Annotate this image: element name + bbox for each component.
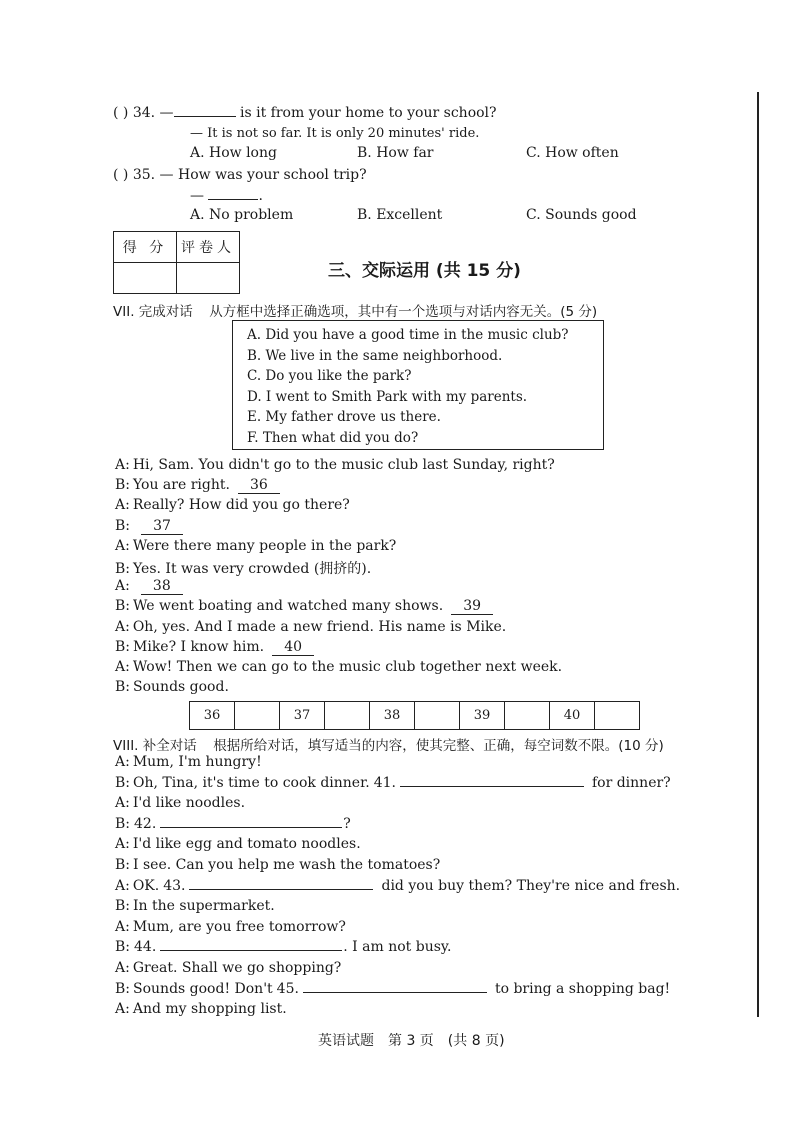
dialogue-line bbox=[115, 816, 351, 832]
option-34-c: C. How often bbox=[526, 145, 619, 161]
dialogue-text: And my shopping list. bbox=[132, 1001, 287, 1018]
dialogue-text: Yes. It was very crowded (拥挤的). bbox=[133, 561, 372, 577]
blank-number: 44. bbox=[134, 939, 157, 956]
dialogue-text: Great. Shall we go shopping? bbox=[132, 960, 342, 976]
dialogue-text: Oh, yes. And I made a new friend. His name is Mike. bbox=[132, 618, 507, 635]
speaker-label: B: bbox=[115, 638, 131, 655]
score-label: 得 分 bbox=[114, 232, 177, 263]
score-field[interactable] bbox=[114, 263, 177, 294]
dialogue-line bbox=[115, 679, 229, 695]
speaker-label: A: bbox=[115, 754, 130, 770]
answer-cell-37[interactable] bbox=[325, 702, 370, 730]
speaker-label: A: bbox=[115, 457, 130, 473]
dialogue-line bbox=[115, 898, 275, 914]
speaker-label: A: bbox=[115, 836, 130, 853]
speaker-label: A: bbox=[115, 960, 130, 976]
blank-number: 45. bbox=[276, 980, 299, 997]
dialogue-line bbox=[115, 939, 451, 955]
dialogue-text: Oh, Tina, it's time to cook dinner. bbox=[133, 774, 370, 791]
dialogue-line bbox=[115, 960, 341, 976]
answer-label-39: 39 bbox=[460, 702, 505, 730]
option-34-a: A. How long bbox=[190, 145, 277, 161]
speaker-label: B: bbox=[115, 939, 131, 956]
dialogue-line bbox=[115, 619, 506, 635]
dialogue-text: . I am not busy. bbox=[343, 939, 452, 956]
blank-number: 43. bbox=[163, 877, 186, 894]
option-e: E. My father drove us there. bbox=[247, 409, 441, 425]
dialogue-line bbox=[115, 598, 493, 615]
speaker-label: A: bbox=[115, 497, 130, 514]
answer-label-36: 36 bbox=[190, 702, 235, 730]
dialogue-text: We went boating and watched many shows. bbox=[133, 598, 444, 615]
score-box bbox=[113, 231, 240, 294]
dialogue-text: I'd like noodles. bbox=[132, 795, 246, 812]
speaker-label: B: bbox=[115, 815, 131, 832]
blank-number: 42. bbox=[134, 815, 157, 832]
page-margin-rule bbox=[757, 92, 759, 1017]
speaker-label: B: bbox=[115, 598, 131, 615]
option-f: F. Then what did you do? bbox=[247, 429, 419, 446]
dialogue-line bbox=[115, 754, 262, 770]
dialogue-line bbox=[115, 1001, 287, 1017]
answer-label-38: 38 bbox=[370, 702, 415, 730]
answer-blank-44[interactable] bbox=[160, 950, 342, 951]
page-footer: 英语试题 第 3 页 (共 8 页) bbox=[318, 1033, 505, 1049]
speaker-label: A: bbox=[115, 618, 130, 635]
dialogue-text: Sounds good! Don't bbox=[133, 980, 273, 997]
grader-label: 评卷人 bbox=[177, 232, 240, 263]
dialogue-line bbox=[115, 578, 183, 595]
dialogue-line bbox=[115, 775, 671, 791]
dialogue-text: I see. Can you help me wash the tomatoes? bbox=[133, 857, 441, 873]
dialogue-text: Mum, are you free tomorrow? bbox=[132, 918, 346, 935]
dialogue-text: for dinner? bbox=[591, 774, 671, 791]
dialogue-text: Were there many people in the park? bbox=[132, 537, 397, 554]
speaker-label: A: bbox=[115, 1001, 130, 1018]
speaker-label: A: bbox=[115, 659, 130, 675]
blank-38[interactable]: 38 bbox=[141, 578, 183, 595]
section-title: 三、交际运用 (共 15 分) bbox=[328, 261, 521, 281]
question-34: ( ) 34. — is it from your home to your school? bbox=[113, 105, 497, 121]
answer-label-40: 40 bbox=[550, 702, 595, 730]
part8-instruction: 根据所给对话，填写适当的内容，使其完整、正确，每空词数不限。(10 分) bbox=[213, 738, 664, 754]
dialogue-text: Wow! Then we can go to the music club together next week. bbox=[132, 659, 563, 675]
dialogue-text: Mike? I know him. bbox=[133, 638, 265, 655]
blank-number: 41. bbox=[373, 774, 396, 791]
answer-blank-35[interactable] bbox=[208, 199, 258, 200]
part8-header bbox=[113, 734, 664, 754]
question-35: ( ) 35. — How was your school trip? bbox=[113, 167, 367, 183]
dialogue-text: OK. bbox=[132, 877, 160, 894]
speaker-label: B: bbox=[115, 477, 131, 494]
speaker-label: B: bbox=[115, 774, 131, 791]
dialogue-text: to bring a shopping bag! bbox=[494, 980, 671, 997]
answer-cell-36[interactable] bbox=[235, 702, 280, 730]
answer-blank-41[interactable] bbox=[400, 786, 584, 787]
part7-heading: VII. 完成对话 bbox=[113, 304, 193, 320]
dialogue-line bbox=[115, 919, 346, 935]
part7-header bbox=[113, 300, 597, 320]
speaker-label: B: bbox=[115, 561, 131, 577]
part8-heading: VIII. 补全对话 bbox=[113, 738, 197, 754]
blank-40[interactable]: 40 bbox=[272, 639, 314, 656]
answer-cell-38[interactable] bbox=[415, 702, 460, 730]
blank-37[interactable]: 37 bbox=[141, 518, 183, 535]
answer-label-37: 37 bbox=[280, 702, 325, 730]
option-35-a: A. No problem bbox=[190, 207, 294, 223]
blank-39[interactable]: 39 bbox=[451, 598, 493, 615]
dialogue-line bbox=[115, 497, 350, 513]
dialogue-text: I'd like egg and tomato noodles. bbox=[132, 836, 361, 853]
option-35-c: C. Sounds good bbox=[526, 207, 637, 223]
grader-field[interactable] bbox=[177, 263, 240, 294]
dialogue-line bbox=[115, 457, 555, 473]
speaker-label: A: bbox=[115, 795, 130, 812]
dialogue-line bbox=[115, 857, 440, 873]
dialogue-text: Really? How did you go there? bbox=[132, 497, 350, 514]
speaker-label: A: bbox=[115, 578, 130, 595]
dialogue-text: Sounds good. bbox=[133, 679, 229, 696]
speaker-label: B: bbox=[115, 679, 131, 696]
answer-grid bbox=[189, 701, 640, 730]
answer-blank-45[interactable] bbox=[303, 992, 487, 993]
dialogue-line bbox=[115, 878, 680, 894]
speaker-label: B: bbox=[115, 857, 131, 873]
option-d: D. I went to Smith Park with my parents. bbox=[247, 388, 528, 405]
question-34-response: — It is not so far. It is only 20 minutes' ride. bbox=[190, 126, 480, 141]
answer-cell-39[interactable] bbox=[505, 702, 550, 730]
speaker-label: A: bbox=[115, 918, 130, 935]
dialogue-text: did you buy them? They're nice and fresh. bbox=[381, 877, 681, 894]
dialogue-text: Hi, Sam. You didn't go to the music club last Sunday, right? bbox=[132, 457, 555, 473]
speaker-label: B: bbox=[115, 980, 131, 997]
blank-36[interactable]: 36 bbox=[238, 477, 280, 494]
option-c: C. Do you like the park? bbox=[247, 368, 412, 384]
dialogue-line bbox=[115, 836, 361, 852]
option-35-b: B. Excellent bbox=[357, 207, 443, 223]
option-b: B. We live in the same neighborhood. bbox=[247, 347, 503, 364]
speaker-label: A: bbox=[115, 877, 130, 894]
part7-instruction: 从方框中选择正确选项，其中有一个选项与对话内容无关。(5 分) bbox=[209, 304, 598, 320]
dialogue-text: ? bbox=[343, 815, 351, 832]
dialogue-line bbox=[115, 659, 562, 675]
answer-blank-34[interactable] bbox=[174, 116, 236, 117]
dialogue-line bbox=[115, 558, 371, 578]
options-box bbox=[232, 320, 604, 450]
dialogue-line bbox=[115, 795, 245, 811]
option-a: A. Did you have a good time in the music club? bbox=[247, 327, 569, 343]
answer-cell-40[interactable] bbox=[595, 702, 640, 730]
dialogue-line bbox=[115, 518, 183, 535]
dialogue-text: In the supermarket. bbox=[133, 898, 275, 915]
dialogue-line bbox=[115, 981, 670, 997]
option-34-b: B. How far bbox=[357, 145, 434, 161]
dialogue-line bbox=[115, 477, 280, 494]
dialogue-text: Mum, I'm hungry! bbox=[132, 754, 262, 770]
question-35-response: — . bbox=[190, 188, 263, 204]
answer-blank-42[interactable] bbox=[160, 827, 342, 828]
speaker-label: B: bbox=[115, 517, 131, 534]
answer-blank-43[interactable] bbox=[189, 889, 373, 890]
speaker-label: B: bbox=[115, 898, 131, 915]
dialogue-line bbox=[115, 639, 314, 656]
dialogue-text: You are right. bbox=[133, 477, 230, 494]
speaker-label: A: bbox=[115, 537, 130, 554]
dialogue-line bbox=[115, 538, 396, 554]
